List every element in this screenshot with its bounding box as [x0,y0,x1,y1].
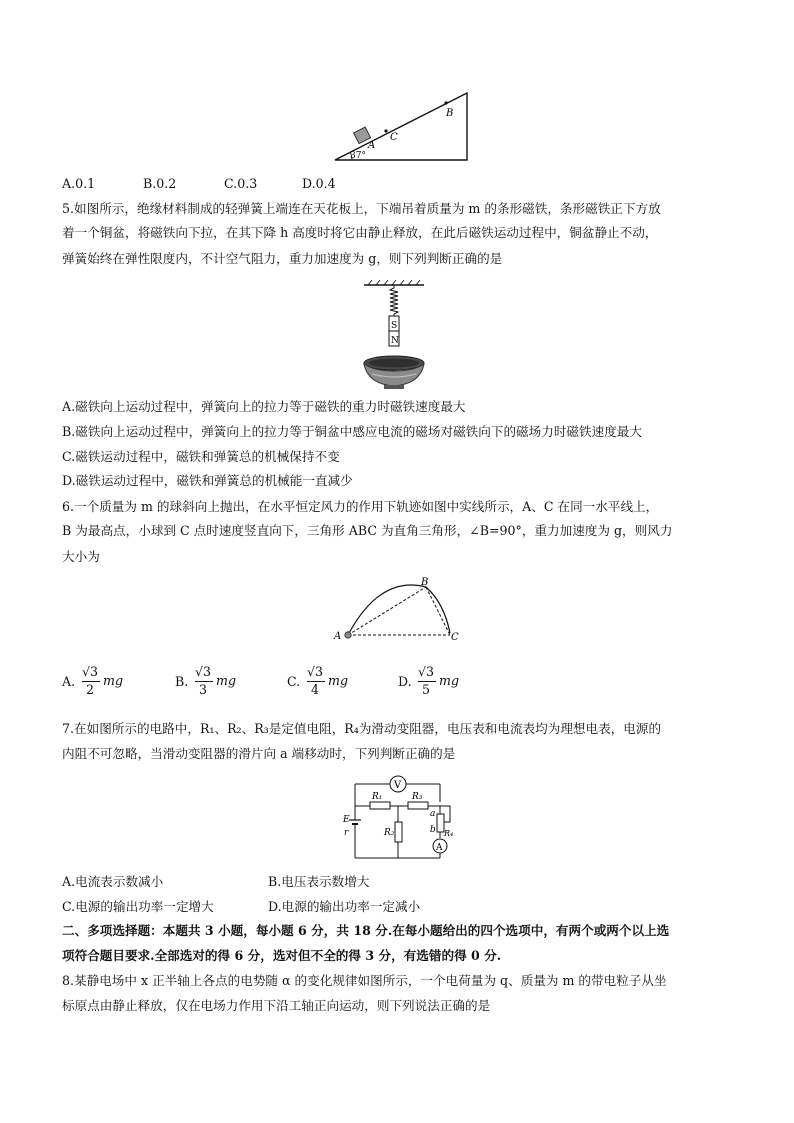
label-r4: R₄ [444,829,454,838]
label-a: A [334,631,342,642]
spring-magnet-figure [356,280,436,395]
resistor-r2 [395,822,402,842]
ball [345,632,351,638]
q7-option-c: C.电源的输出功率一定增大 [62,899,214,914]
section2-heading-line1: 二、多项选择题：本题共 3 小题，每小题 6 分，共 18 分.在每小题给出的四个选项中，有两个或两个以上选 [62,923,670,938]
point-c [384,129,387,132]
label-b: b [430,825,436,835]
q5-stem-line1: 5.如图所示，绝缘材料制成的轻弹簧上端连在天花板上，下端吊着质量为 m 的条形磁铁，条形磁铁正下方放 [62,201,661,216]
label-a: a [430,809,436,819]
point-b [444,101,447,104]
q5-option-c: C.磁铁运动过程中，磁铁和弹簧总的机械保持不变 [62,449,340,464]
incline-figure [330,88,475,166]
q8-stem-line2: 标原点由静止释放，仅在电场力作用下沿工轴正向运动，则下列说法正确的是 [62,998,491,1013]
q5-stem-line3: 弹簧始终在弹性限度内，不计空气阻力，重力加速度为 g，则下列判断正确的是 [62,251,503,266]
section2-heading-line2: 项符合题目要求.全部选对的得 6 分，选对但不全的得 3 分，有选错的得 0 分. [62,948,502,963]
q7-stem-line1: 7.在如图所示的电路中，R₁、R₂、R₃是定值电阻，R₄为滑动变阻器，电压表和电流表均为理想电表，电源的 [62,721,662,736]
q7-option-b: B.电压表示数增大 [268,874,370,889]
label-angle: 37° [350,151,366,161]
label-b: B [446,108,454,119]
q5-stem-line2: 着一个铜盆，将磁铁向下拉，在其下降 h 高度时将它由静止释放，在此后磁铁运动过程中，铜盆静止不动， [62,225,658,240]
label-b: B [421,577,429,588]
label-r2: R₂ [384,828,395,838]
trajectory-curve [348,585,450,635]
q6-stem-line3: 大小为 [62,549,100,564]
voltmeter-label: V [394,780,402,791]
label-c: C [451,632,459,643]
copper-basin-foot [384,385,404,389]
label-r: r [344,828,349,838]
ammeter-label: A [436,843,443,853]
magnet-n-label: N [391,336,399,346]
q4-option-c: C.0.3 [224,176,258,191]
q7-stem-line2: 内阻不可忽略，当滑动变阻器的滑片向 a 端移动时，下列判断正确的是 [62,746,456,761]
magnet-s-label: S [391,321,398,331]
trajectory-figure [330,575,470,645]
q5-option-a: A.磁铁向上运动过程中，弹簧向上的拉力等于磁铁的重力时磁铁速度最大 [62,399,466,414]
q7-option-a: A.电流表示数减小 [62,874,164,889]
spring [390,285,398,316]
resistor-r3 [408,802,428,809]
q5-option-d: D.磁铁运动过程中，磁铁和弹簧总的机械能一直减少 [62,473,353,488]
resistor-r1 [370,802,390,809]
q4-option-b: B.0.2 [143,176,177,191]
rheostat-r4 [437,814,444,832]
q7-option-d: D.电源的输出功率一定减小 [268,899,421,914]
label-r1: R₁ [372,792,383,802]
q4-option-d: D.0.4 [302,176,336,191]
ceiling-hatch [368,280,420,285]
q5-option-b: B.磁铁向上运动过程中，弹簧向上的拉力等于铜盆中感应电流的磁场对磁铁向下的磁场力时磁铁速度最大 [62,424,642,439]
label-c: C [390,132,398,143]
circuit-figure [340,772,460,864]
q8-stem-line1: 8.某静电场中 x 正半轴上各点的电势随 α 的变化规律如图所示，一个电荷量为 q、质量为 m 的带电粒子从坐 [62,973,667,988]
line-bc [426,587,450,635]
label-a: A [368,140,376,151]
line-ab [348,587,426,635]
label-r3: R₃ [412,792,423,802]
label-e: E [343,815,350,825]
q6-stem-line2: B 为最高点，小球到 C 点时速度竖直向下，三角形 ABC 为直角三角形，∠B=90°，重力加速度为 g，则风力 [62,523,673,538]
q4-option-a: A.0.1 [62,176,96,191]
q6-stem-line1: 6.一个质量为 m 的球斜向上抛出，在水平恒定风力的作用下轨迹如图中实线所示，A、C 在同一水平线上， [62,499,659,514]
